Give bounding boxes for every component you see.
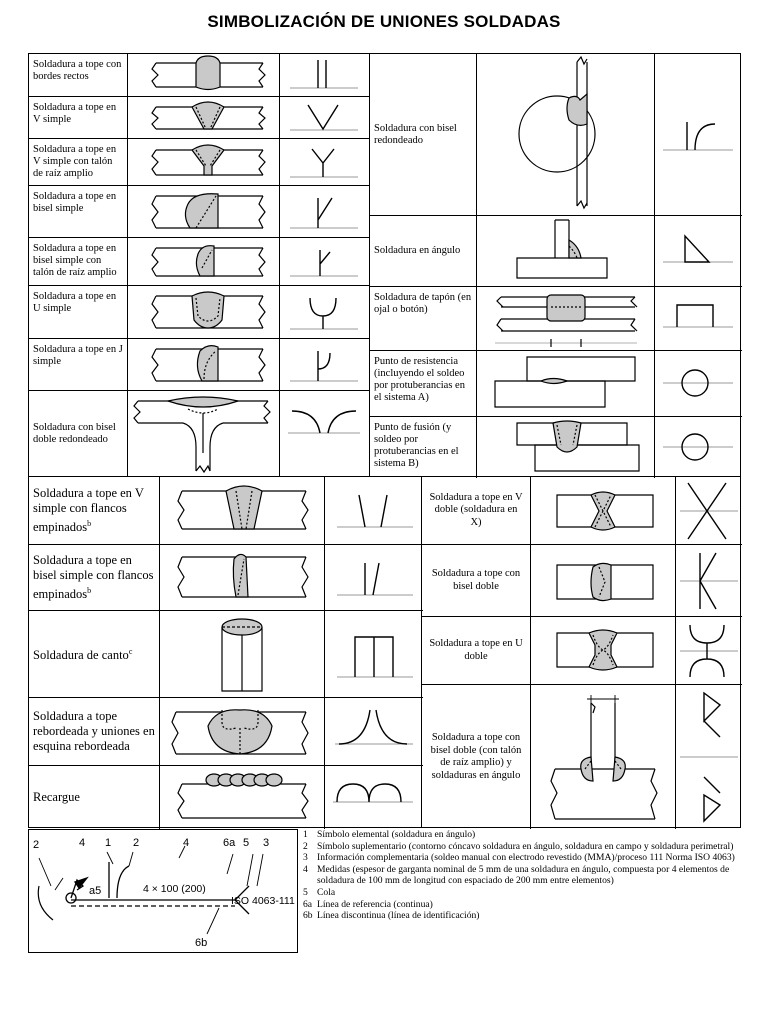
label-flanged-butt: Soldadura a tope rebordeada y uniones en esquina rebordeada [29,698,160,766]
process-label: ISO 4063-111 [231,895,295,907]
drawing-butt-v [128,97,280,139]
drawing-butt-v-broad-root [128,139,280,186]
symbol-butt-j [280,339,369,391]
symbol-double-v [676,477,742,545]
symbol-butt-v-steep [325,477,423,545]
drawing-butt-v-steep [160,477,325,545]
label-butt-j: Soldadura a tope en J simple [29,339,128,391]
legend-item: 2 Símbolo suplementario (contorno cóncavo soldadura en ángulo, soldadura en campo y soldadura perimetral) [303,840,734,852]
drawing-butt-u [128,286,280,339]
symbol-double-bevel [676,545,742,617]
symbol-plug [655,287,742,351]
symbol-butt-square [280,54,369,97]
label-fillet: Soldadura en ángulo [370,216,477,287]
drawing-double-v [531,477,676,545]
callout-4b: 4 [183,837,190,849]
drawing-butt-j [128,339,280,391]
callout-4a: 4 [79,837,86,849]
symbol-double-flare-bevel [280,391,369,476]
label-spot-resistance: Punto de resistencia (incluyendo el soldeo por protuberancias en el sistema A) [370,351,477,417]
label-butt-bevel-steep: Soldadura a tope en bisel simple con flancos empinados$^b$ [29,545,160,611]
throat-label: a5 [89,885,102,897]
drawing-spot-resistance [477,351,655,417]
label-flare-bevel: Soldadura con bisel redondeado [370,54,477,216]
label-edge-weld: Soldadura de canto$^c$ [29,611,160,698]
drawing-butt-square [128,54,280,97]
drawing-butt-bevel-steep [160,545,325,611]
label-double-flare-bevel: Soldadura con bisel doble redondeado [29,391,128,476]
drawing-surfacing [160,766,325,829]
symbol-double-u [676,617,742,685]
legend [303,829,753,922]
symbol-spot-fusion [655,417,742,478]
drawing-spot-fusion [477,417,655,478]
drawing-plug [477,287,655,351]
drawing-double-bevel [531,545,676,617]
callout-2a: 2 [33,839,40,851]
symbol-spot-resistance [655,351,742,417]
symbol-butt-bevel-broad-root [280,238,369,286]
table-bottom-left [28,476,422,828]
legend-item: 4 Medidas (espesor de garganta nominal de 5 mm de una soldadura en ángulo, compuesta por 4 elementos de soldadura de 100 mm de longitud con espaciado de 200 mm entre elementos) [303,863,730,887]
symbol-edge-weld [325,611,423,698]
symbol-fillet [655,216,742,287]
callout-1: 1 [105,837,112,849]
drawing-flare-bevel [477,54,655,216]
callout-6b: 6b [195,937,208,949]
drawing-double-u [531,617,676,685]
legend-item: 6b Línea discontinua (línea de identificación) [303,910,480,922]
symbol-surfacing [325,766,423,829]
example-figure [28,829,298,953]
dimension-label: 4 × 100 (200) [143,883,206,895]
symbol-flanged-butt [325,698,423,766]
legend-item: 6a Línea de referencia (continua) [303,898,433,910]
drawing-butt-bevel-broad-root [128,238,280,286]
symbol-butt-v-broad-root [280,139,369,186]
callout-6a: 6a [223,837,236,849]
legend-item: 1 Símbolo elemental (soldadura en ángulo) [303,829,476,840]
callout-5: 5 [243,837,250,849]
label-double-bevel-fillet: Soldadura a tope con bisel doble (con talón de raíz amplio) y soldaduras en ángulo [422,685,531,829]
label-butt-u: Soldadura a tope en U simple [29,286,128,339]
label-surfacing: Recargue [29,766,160,829]
label-butt-bevel-broad-root: Soldadura a tope en bisel simple con talón de raíz amplio [29,238,128,286]
table-bottom-right [421,476,741,828]
label-double-u: Soldadura a tope en U doble [422,617,531,685]
label-double-bevel: Soldadura a tope con bisel doble [422,545,531,617]
label-butt-bevel: Soldadura a tope en bisel simple [29,186,128,238]
drawing-double-bevel-fillet [531,685,676,829]
page-title: SIMBOLIZACIÓN DE UNIONES SOLDADAS [207,12,561,31]
label-butt-square: Soldadura a tope con bordes rectos [29,54,128,97]
drawing-edge-weld [160,611,325,698]
symbol-butt-bevel [280,186,369,238]
label-spot-fusion: Punto de fusión (y soldeo por protuberancias en el sistema B) [370,417,477,478]
symbol-butt-bevel-steep [325,545,423,611]
drawing-flanged-butt [160,698,325,766]
table-top-left [28,53,370,477]
drawing-double-flare-bevel [128,391,280,476]
symbol-double-bevel-fillet [676,685,742,829]
callout-2b: 2 [133,837,140,849]
label-butt-v-steep: Soldadura a tope en V simple con flancos empinados$^b$ [29,477,160,545]
label-double-v: Soldadura a tope en V doble (soldadura en X) [422,477,531,545]
legend-item: 5 Cola [303,886,336,898]
drawing-fillet [477,216,655,287]
label-plug: Soldadura de tapón (en ojal o botón) [370,287,477,351]
label-butt-v-broad-root: Soldadura a tope en V simple con talón de raíz amplio [29,139,128,186]
drawing-butt-bevel [128,186,280,238]
symbol-flare-bevel [655,54,742,216]
legend-item: 3 Información complementaria (soldeo manual con electrodo revestido (MMA)/proceso 111 Norma ISO 4063) [303,852,735,864]
table-top-right [369,53,741,477]
symbol-butt-v [280,97,369,139]
label-butt-v: Soldadura a tope en V simple [29,97,128,139]
symbol-butt-u [280,286,369,339]
callout-3: 3 [263,837,270,849]
